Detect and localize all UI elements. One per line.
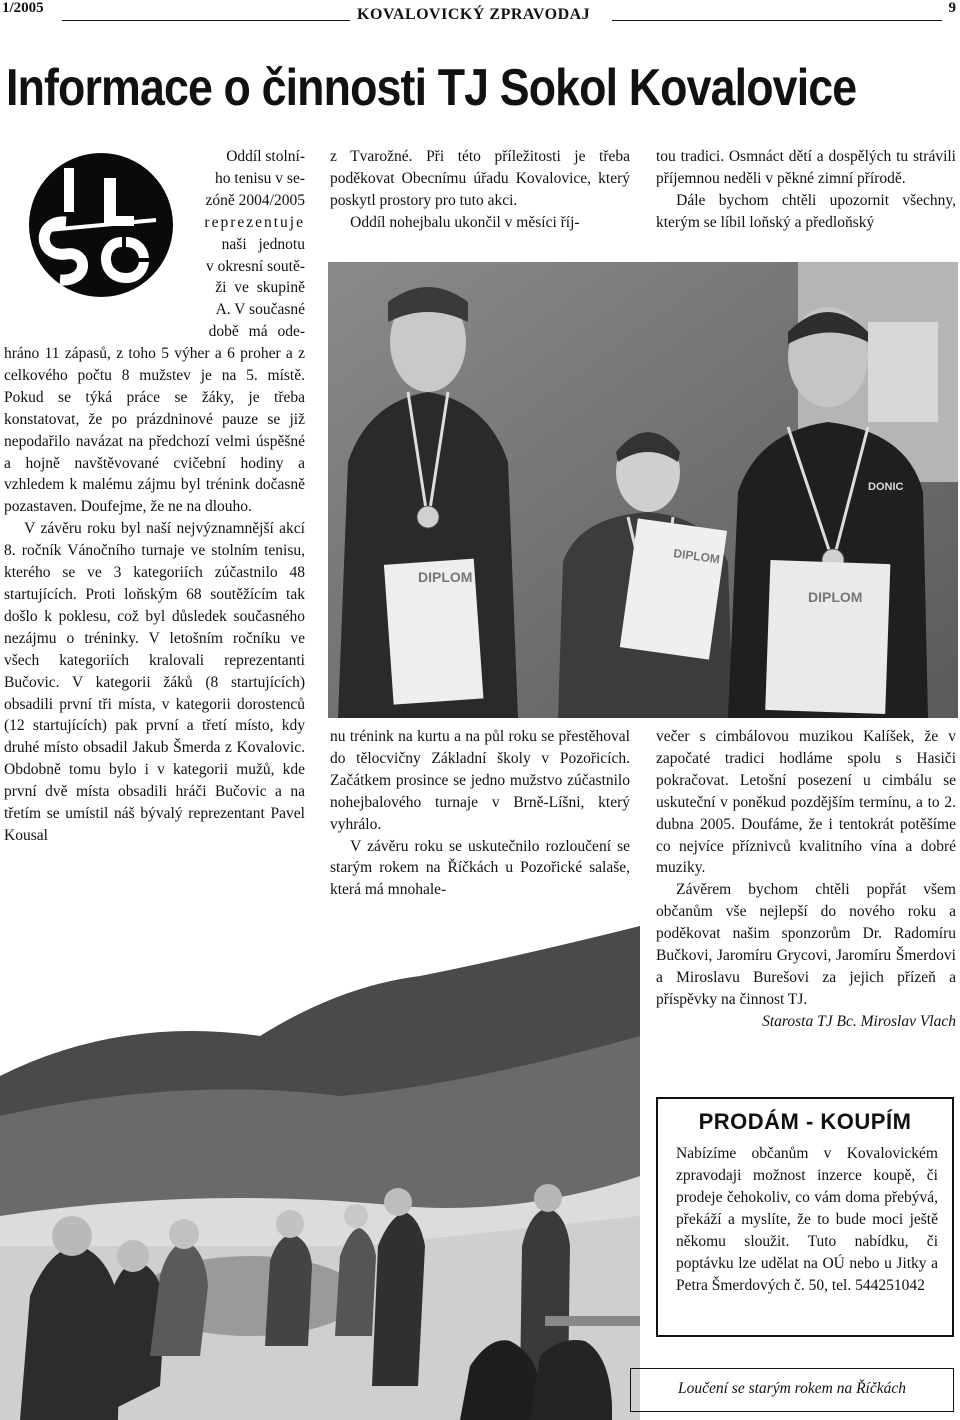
left-column-wrap bbox=[180, 146, 305, 343]
wrap-line: zóně 2004/2005 bbox=[205, 191, 305, 209]
signature: Starosta TJ Bc. Miroslav Vlach bbox=[762, 1012, 956, 1030]
photo-caption: Loučení se starým rokem na Říčkách bbox=[678, 1380, 906, 1397]
issue-number: 1/2005 bbox=[2, 0, 44, 16]
middle-bottom-text bbox=[330, 726, 630, 901]
article-headline: Informace o činnosti TJ Sokol Kovalovice bbox=[6, 59, 857, 117]
paragraph: z Tvarožné. Při této příležitosti je třeba poděkovat Obecnímu úřadu Kovalovice, který poskytl prostory pro tuto akci. bbox=[330, 148, 630, 209]
wrap-line: reprezentuje bbox=[204, 213, 305, 231]
outdoor-gathering-photo bbox=[0, 916, 640, 1420]
paragraph: hráno 11 zápasů, z toho 5 výher a 6 proher a z celkového počtu 8 mužstev je na 5. místě. Pokud se týká práce se žáky, je třeba konstatovat, že po prázdninové pauze se již nepodařilo navázat na předchozí velmi úspěšné a hojně navštěvované cvičební hodiny a vzhledem k malému zájmu byl trénink dočasně pozastaven. Doufejme, že ne na dlouho. bbox=[4, 345, 305, 516]
paragraph: Dále bychom chtěli upozornit všechny, kterým se líbil loňský a předloňský bbox=[656, 191, 956, 231]
diploma-text: DIPLOM bbox=[672, 546, 721, 567]
diploma-text: DIPLOM bbox=[418, 569, 473, 585]
right-top-text bbox=[656, 146, 956, 234]
paragraph: nu trénink na kurtu a na půl roku se přestěhoval do tělocvičny Základní školy v Pozořicích. Začátkem prosince se jedno mužstvo zúčastnilo nohejbalového turnaje v Brně-Líšni, který vyhrálo. bbox=[330, 728, 630, 833]
paragraph: tou tradici. Osmnáct dětí a dospělých tu strávili příjemnou neděli v pěkné zimní přírodě. bbox=[656, 148, 956, 187]
wrap-line: ži ve skupině bbox=[215, 279, 305, 297]
gathering-photo-illustration bbox=[0, 916, 640, 1420]
page-number: 9 bbox=[948, 0, 956, 16]
classifieds-text: Nabízíme občanům v Kovalovickém zpravodaji možnost inzerce koupě, či prodeje čehokoliv, co vám doma přebývá, překáží a myslíte, že to bude moci ještě někomu sloužit. Tuto nabídku, či poptávku lze udělat na OÚ nebo u Jitky a Petra Šmerdových č. 50, tel. 544251042 bbox=[676, 1145, 938, 1294]
diploma-text: DIPLOM bbox=[808, 589, 863, 605]
sokol-logo-icon bbox=[26, 150, 176, 300]
left-column bbox=[4, 343, 305, 847]
shirt-text: DONIC bbox=[868, 481, 904, 493]
header-rule-left bbox=[62, 20, 350, 21]
paragraph: večer s cimbálovou muzikou Kalíšek, že v započaté tradici hodláme spolu s Hasiči pokračovat. Letošní posezení u cimbálu se uskuteční v poněkud pozdějším termínu, a to 2. dubna 2005. Doufáme, že i tentokrát potěšíme co nejvíce příznivců kvalitního vína a dobré muziky. bbox=[656, 728, 956, 877]
paragraph: V závěru roku byl naší nejvýznamnější akcí 8. ročník Vánočního turnaje ve stolním tenisu, kterého se ve 3 kategoriích zúčastnilo 48 startujících. Proti loňským 68 soutěžícím tak došlo k poklesu, což byl důsledek současného nezájmu o tréninky. V letošním ročníku ve všech kategoriích kralovali reprezentanti Bučovic. V kategorii žáků (8 startujících) obsadili první tři místa, v kategorii dorostenců (12 startujících) pak první a třetí místo, kdy druhé místo obsadil Jakub Šmerda z Kovalovic. Obdobně tomu bylo i v kategorii mužů, kde první dvě místa obsadili hráči Bučovic a na třetím se umístil náš bývalý reprezentant Pavel Kousal bbox=[4, 520, 305, 844]
classifieds-box bbox=[656, 1097, 954, 1337]
wrap-line: v okresní soutě- bbox=[205, 257, 305, 275]
award-ceremony-photo bbox=[328, 262, 958, 718]
wrap-line: A. V současné bbox=[215, 301, 305, 319]
paragraph: V závěru roku se uskutečnilo rozloučení se starým rokem na Říčkách u Pozořické salaše, která má mnohale- bbox=[330, 837, 630, 899]
award-photo-illustration bbox=[328, 262, 958, 718]
newsletter-title: KOVALOVICKÝ ZPRAVODAJ bbox=[357, 6, 591, 23]
photo-caption-box bbox=[630, 1368, 954, 1412]
header-rule-right bbox=[612, 20, 942, 21]
wrap-line: době má ode- bbox=[208, 323, 305, 341]
middle-top-text bbox=[330, 146, 630, 234]
classifieds-title: PRODÁM - KOUPÍM bbox=[698, 1109, 912, 1134]
wrap-line: naši jednotu bbox=[221, 235, 305, 253]
right-bottom-text bbox=[656, 726, 956, 1033]
paragraph: Oddíl nohejbalu ukončil v měsíci říj- bbox=[350, 213, 580, 231]
paragraph: Závěrem bychom chtěli popřát všem občanům vše nejlepší do nového roku a poděkovat našim sponzorům Dr. Radomíru Bučkovi, Jaromíru Grycovi, Jaromíru Šmerdovi a Miroslavu Burešovi za jejich přízeň a příspěvky na činnost TJ. bbox=[656, 881, 956, 1008]
wrap-line: Oddíl stolní- bbox=[226, 148, 305, 165]
wrap-line: ho tenisu v se- bbox=[215, 169, 305, 187]
